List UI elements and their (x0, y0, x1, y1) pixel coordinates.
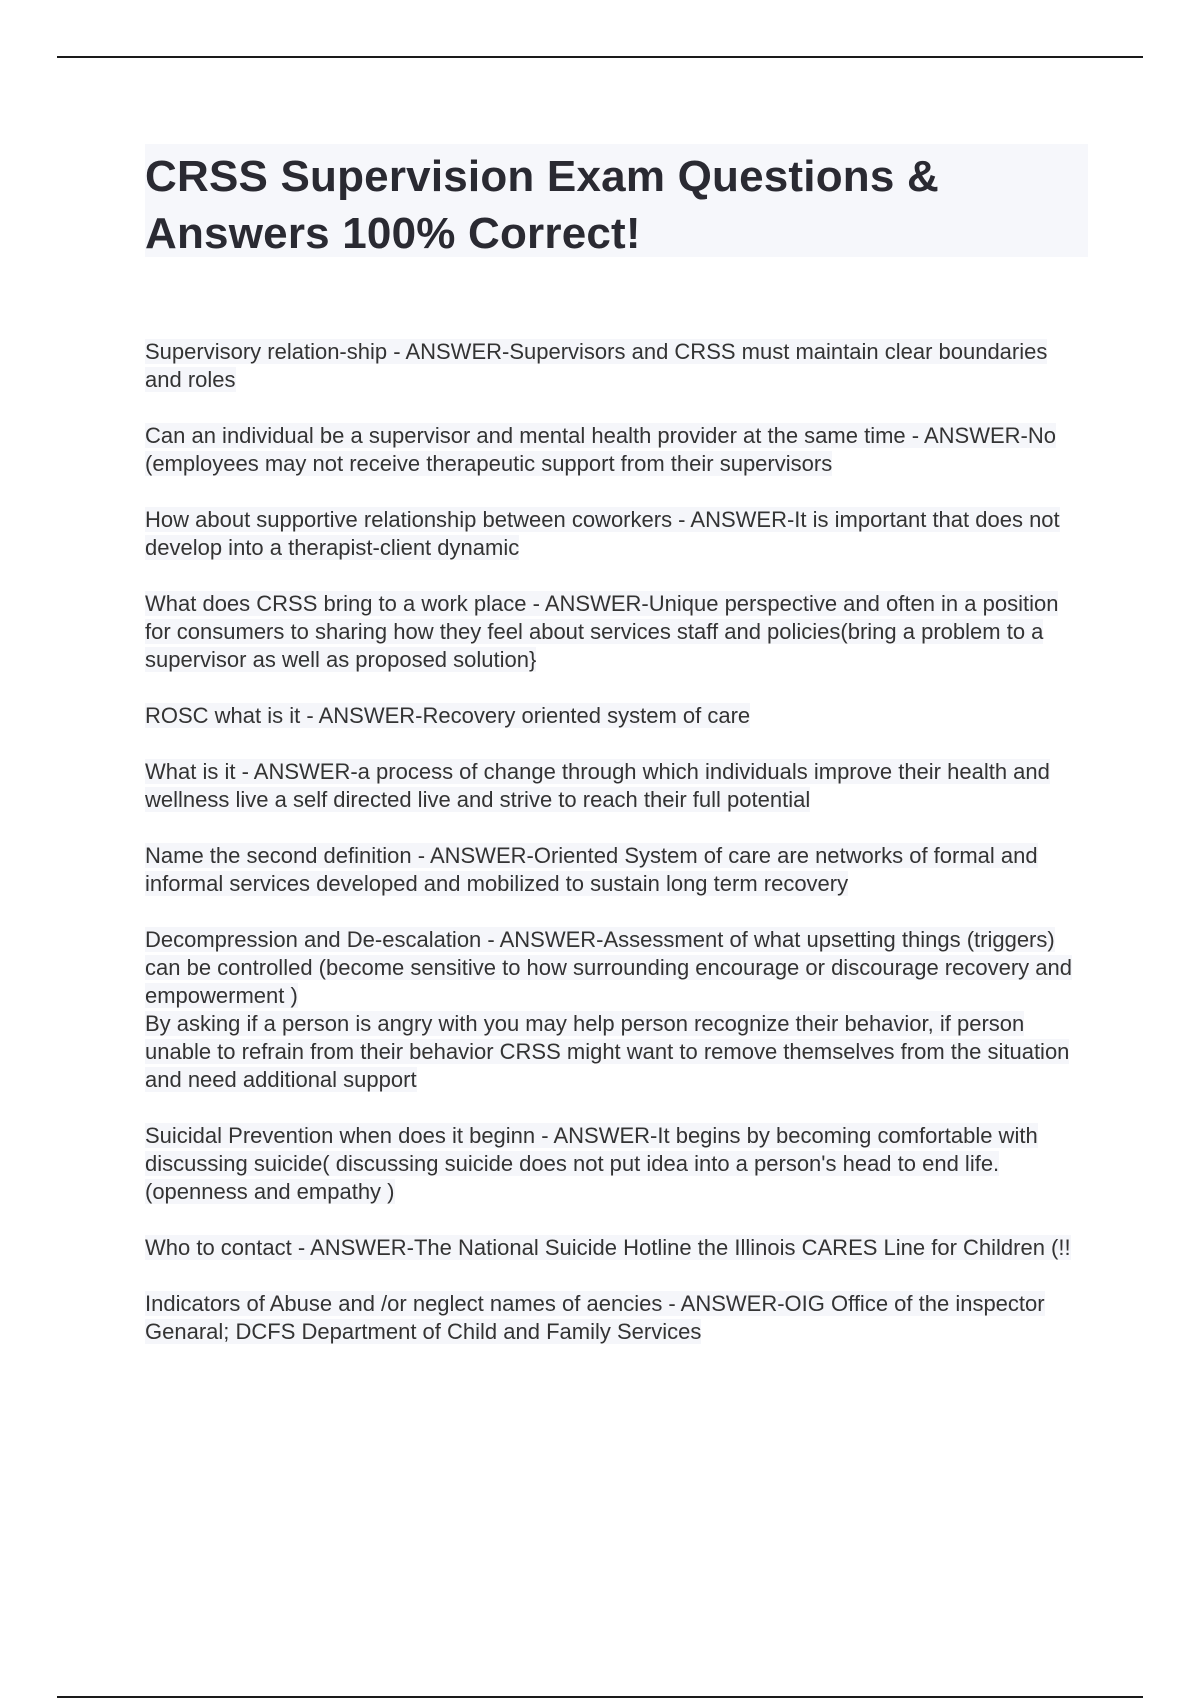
qa-item (145, 702, 1090, 730)
qa-text: Indicators of Abuse and /or neglect names of aencies - ANSWER-OIG Office of the inspector Genaral; DCFS Department of Child and Family Services (145, 1291, 1045, 1344)
qa-item (145, 758, 1090, 814)
qa-item (145, 338, 1090, 394)
qa-text: Can an individual be a supervisor and mental health provider at the same time - ANSWER-No (employees may not receive therapeutic support from their supervisors (145, 423, 1057, 476)
qa-item (145, 1122, 1090, 1206)
title-block (145, 144, 1088, 257)
qa-item (145, 590, 1090, 674)
qa-item (145, 506, 1090, 562)
qa-text: Who to contact - ANSWER-The National Suicide Hotline the Illinois CARES Line for Children (!! (145, 1235, 1071, 1260)
qa-text: ROSC what is it - ANSWER-Recovery oriented system of care (145, 703, 751, 728)
top-rule (57, 56, 1143, 58)
qa-text: Decompression and De-escalation - ANSWER-Assessment of what upsetting things (triggers) can be controlled (become sensitive to how surrounding encourage or discourage recovery and empowerment ) By asking if a person is angry with you may help person recognize their behavior, if person unable to refrain from their behavior CRSS might want to remove themselves from the situation and need additional support (145, 927, 1072, 1092)
qa-text: Supervisory relation-ship - ANSWER-Supervisors and CRSS must maintain clear boundaries and roles (145, 339, 1048, 392)
qa-list (145, 338, 1090, 1374)
qa-item (145, 926, 1090, 1094)
bottom-rule (57, 1696, 1143, 1698)
qa-text: What does CRSS bring to a work place - ANSWER-Unique perspective and often in a position for consumers to sharing how they feel about services staff and policies(bring a problem to a supervisor as well as proposed solution} (145, 591, 1059, 672)
qa-item (145, 1234, 1090, 1262)
qa-text: What is it - ANSWER-a process of change through which individuals improve their health and wellness live a self directed live and strive to reach their full potential (145, 759, 1050, 812)
qa-item (145, 1290, 1090, 1346)
qa-text: Name the second definition - ANSWER-Oriented System of care are networks of formal and informal services developed and mobilized to sustain long term recovery (145, 843, 1038, 896)
document-title: CRSS Supervision Exam Questions & Answers 100% Correct! (145, 152, 939, 258)
qa-item (145, 842, 1090, 898)
qa-item (145, 422, 1090, 478)
qa-text: How about supportive relationship between coworkers - ANSWER-It is important that does not develop into a therapist-client dynamic (145, 507, 1060, 560)
qa-text: Suicidal Prevention when does it beginn - ANSWER-It begins by becoming comfortable with discussing suicide( discussing suicide does not put idea into a person's head to end life. (openness and empathy ) (145, 1123, 1038, 1204)
